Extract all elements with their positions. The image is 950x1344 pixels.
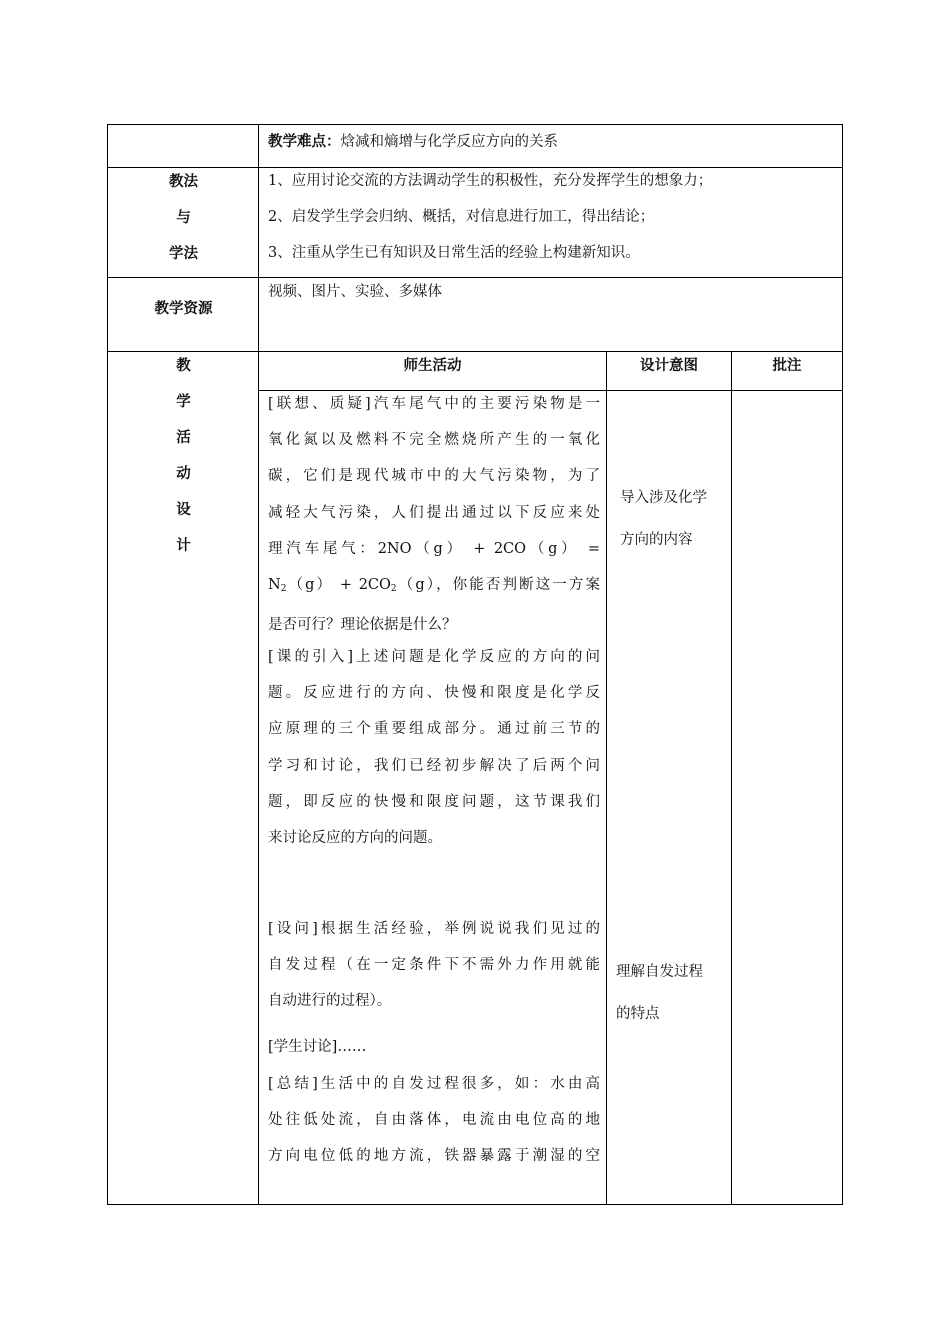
activity-line: 自动进行的过程）。 xyxy=(268,993,392,1010)
activity-paragraph-3 xyxy=(268,911,600,1020)
activity-line: 是否可行？理论依据是什么？ xyxy=(268,617,457,634)
table-border-left xyxy=(107,124,108,1205)
activity-line: [联想、质疑]汽车尾气中的主要污染物是一 xyxy=(268,396,600,412)
activity-line: 题，即反应的快慢和限度问题，这节课我们 xyxy=(268,793,600,810)
row-divider-2 xyxy=(107,277,843,278)
activity-line: 学习和讨论，我们已经初步解决了后两个问 xyxy=(268,757,600,774)
difficulty-text: 焓减和熵增与化学反应方向的关系 xyxy=(340,134,558,150)
activity-line: 自发过程（在一定条件下不需外力作用就能 xyxy=(268,957,600,974)
side-label-char-2: 学 xyxy=(176,394,191,410)
methods-item-3: 3、注重从学生已有知识及日常生活的经验上构建新知识。 xyxy=(268,245,640,261)
intent-line: 导入涉及化学 xyxy=(620,490,707,506)
side-label-char-3: 活 xyxy=(176,430,191,446)
methods-item-1: 1、应用讨论交流的方法调动学生的积极性，充分发挥学生的想象力； xyxy=(268,173,713,189)
column-divider-2 xyxy=(606,351,607,1205)
methods-label-line-1: 教法 xyxy=(169,174,198,190)
activity-line: 碳，它们是现代城市中的大气污染物，为了 xyxy=(268,468,600,485)
resources-label: 教学资源 xyxy=(154,301,213,317)
activity-line: [课的引入]上述问题是化学反应的方向的问 xyxy=(268,649,600,665)
intent-block-1 xyxy=(620,477,730,561)
activity-line: [设问]根据生活经验，举例说说我们见过的 xyxy=(268,921,600,937)
methods-item-2: 2、启发学生学会归纳、概括，对信息进行加工，得出结论； xyxy=(268,209,655,225)
activity-paragraph-5 xyxy=(268,1066,600,1175)
difficulty-row xyxy=(268,124,558,160)
activity-line: 题。反应进行的方向、快慢和限度是化学反 xyxy=(268,685,600,702)
side-label-char-6: 计 xyxy=(176,538,191,554)
activity-paragraph-2 xyxy=(268,639,600,856)
activity-line-with-formula: $N_2(g) + 2CO_2(g)$，你能否判断这一方案 xyxy=(268,577,600,595)
activity-line: 理汽车尾气：2NO（g） + 2CO（g） = xyxy=(268,540,600,557)
intent-block-2 xyxy=(616,951,730,1035)
header-activity: 师生活动 xyxy=(403,358,462,374)
header-notes: 批注 xyxy=(772,358,802,374)
methods-label-line-2: 与 xyxy=(176,210,191,226)
difficulty-label: 教学难点： xyxy=(268,134,341,150)
intent-line: 理解自发过程 xyxy=(616,964,703,980)
header-intent: 设计意图 xyxy=(640,358,698,374)
side-label-char-5: 设 xyxy=(176,502,191,518)
activity-side-label xyxy=(108,348,259,564)
table-border-right xyxy=(842,124,843,1205)
table-border-bottom xyxy=(107,1204,843,1205)
activity-line: 方向电位低的地方流，铁器暴露于潮湿的空 xyxy=(268,1148,600,1165)
side-label-char-1: 教 xyxy=(176,358,191,374)
activity-line: 应原理的三个重要组成部分。通过前三节的 xyxy=(268,721,600,738)
activity-paragraph-4 xyxy=(268,1029,600,1065)
activity-line: 氧化氮以及燃料不完全燃烧所产生的一氧化 xyxy=(268,432,600,449)
resources-text: 视频、图片、实验、多媒体 xyxy=(268,284,442,300)
intent-line: 方向的内容 xyxy=(620,532,693,548)
intent-line: 的特点 xyxy=(616,1006,660,1022)
activity-line: 来讨论反应的方向的问题。 xyxy=(268,830,442,847)
activity-line: [总结]生活中的自发过程很多，如：水由高 xyxy=(268,1076,600,1092)
activity-line: [学生讨论]…… xyxy=(268,1039,367,1055)
side-label-char-4: 动 xyxy=(176,466,191,482)
methods-label xyxy=(108,164,259,272)
methods-label-line-3: 学法 xyxy=(169,246,198,262)
column-divider-1 xyxy=(258,124,259,1205)
activity-line: 处往低处流，自由落体，电流由电位高的地 xyxy=(268,1112,600,1129)
activity-paragraph-1 xyxy=(268,386,600,643)
activity-line: 减轻大气污染，人们提出通过以下反应来处 xyxy=(268,504,600,521)
column-divider-3 xyxy=(731,351,732,1205)
